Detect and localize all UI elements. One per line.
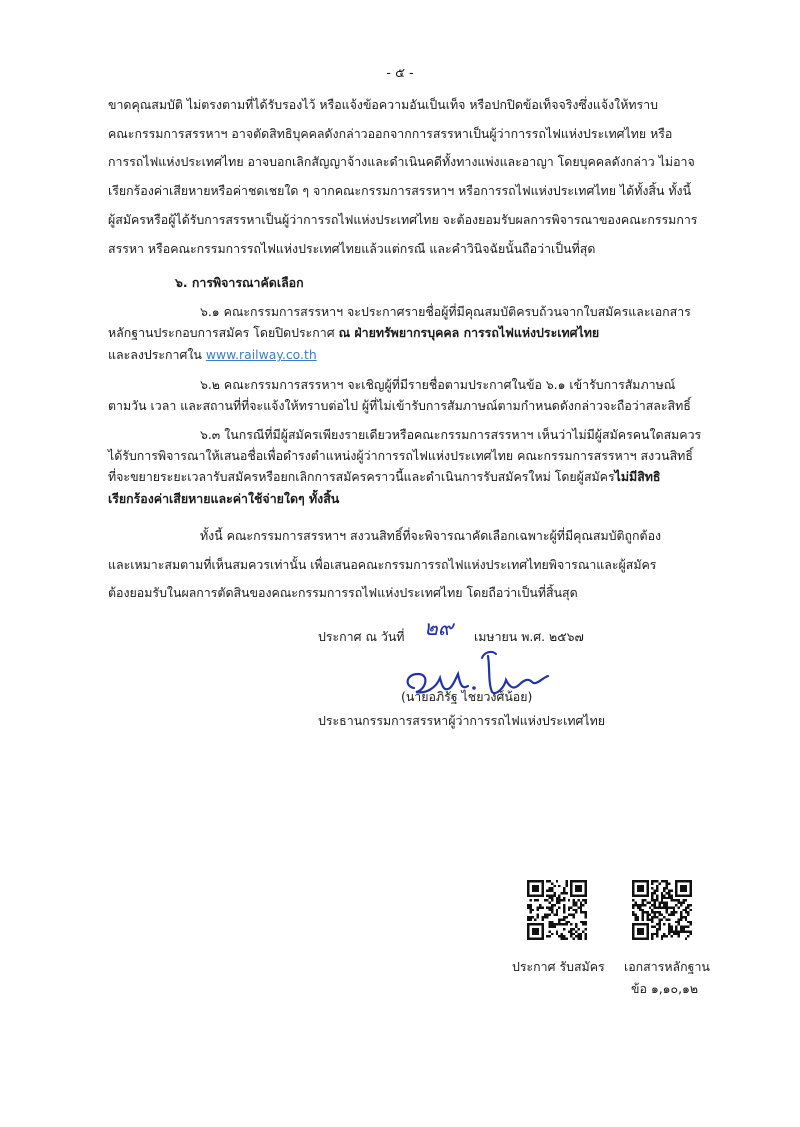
s61-text: และลงประกาศใน (108, 347, 206, 362)
s61-bold-text: ณ ฝ่ายทรัพยากรบุคคล การรถไฟแห่งประเทศไทย (338, 325, 600, 340)
qr-caption: เอกสารหลักฐาน (624, 959, 710, 974)
s63-line: ๖.๓ ในกรณีที่มีผู้สมัครเพียงรายเดียวหรือคณะกรรมการสรรหาฯ เห็นว่าไม่มีผู้สมัครคนใดสมควร (200, 427, 702, 442)
s61-text: หลักฐานประกอบการสมัคร โดยปิดประกาศ (108, 325, 339, 340)
s62-line: ตามวัน เวลา และสถานที่ที่จะแจ้งให้ทราบต่อไป ผู้ที่ไม่เข้ารับการสัมภาษณ์ตามกำหนดดังกล่าวจะถือว่าสละสิทธิ์ (108, 398, 691, 413)
s63-text: ที่จะขยายระยะเวลารับสมัครหรือยกเลิกการสมัครคราวนี้และดำเนินการรับสมัครใหม่ โดยผู้สมัคร (108, 469, 615, 484)
qr-code-announcement[interactable] (527, 880, 587, 940)
page-number: - ๕ - (386, 66, 414, 81)
final-para-line: และเหมาะสมตามที่เห็นสมควรเท่านั้น เพื่อเสนอคณะกรรมการรถไฟแห่งประเทศไทยพิจารณาและผู้สมัคร (108, 557, 657, 572)
s62-line: ๖.๒ คณะกรรมการสรรหาฯ จะเชิญผู้ที่มีรายชื่อตามประกาศในข้อ ๖.๑ เข้ารับการสัมภาษณ์ (200, 377, 676, 392)
s63-bold-text: ไม่มีสิทธิ (614, 469, 661, 484)
section-heading: ๖. การพิจารณาคัดเลือก (175, 275, 304, 290)
s61-line (108, 346, 317, 364)
announce-prefix: ประกาศ ณ วันที่ (318, 629, 405, 644)
para1-line: ขาดคุณสมบัติ ไม่ตรงตามที่ได้รับรองไว้ หรือแจ้งข้อความอันเป็นเท็จ หรือปกปิดข้อเท็จจริงซึ่งแจ้งให้ทราบ (108, 97, 659, 112)
para1-line: การรถไฟแห่งประเทศไทย อาจบอกเลิกสัญญาจ้างและดำเนินคดีทั้งทางแพ่งและอาญา โดยบุคคลดังกล่าว ไม่อาจ (108, 154, 695, 169)
s61-line (108, 324, 599, 342)
railway-website-link[interactable]: www.railway.co.th (205, 347, 317, 362)
handwritten-day: ๒๙ (424, 616, 454, 640)
qr-caption: ประกาศ รับสมัคร (512, 959, 605, 974)
para1-line: ผู้สมัครหรือผู้ได้รับการสรรหาเป็นผู้ว่าการรถไฟแห่งประเทศไทย จะต้องยอมรับผลการพิจารณาของคณะกรรมการ (108, 212, 698, 227)
para1-line: เรียกร้องค่าเสียหายหรือค่าชดเชยใด ๆ จากคณะกรรมการสรรหาฯ หรือการรถไฟแห่งประเทศไทย ได้ทั้งสิ้น ทั้งนี้ (108, 183, 692, 198)
para1-line: สรรหา หรือคณะกรรมการรถไฟแห่งประเทศไทยแล้วแต่กรณี และคำวินิจฉัยนั้นถือว่าเป็นที่สุด (108, 241, 596, 256)
final-para-line: ทั้งนี้ คณะกรรมการสรรหาฯ สงวนสิทธิ์ที่จะพิจารณาคัดเลือกเฉพาะผู้ที่มีคุณสมบัติถูกต้อง (200, 528, 662, 543)
s63-line (108, 468, 661, 486)
signer-name: (นายอภิรัฐ ไชยวงศ์น้อย) (401, 689, 533, 704)
para1-line: คณะกรรมการสรรหาฯ อาจตัดสิทธิบุคคลดังกล่าวออกจากการสรรหาเป็นผู้ว่าการรถไฟแห่งประเทศไทย หรือ (108, 126, 673, 141)
final-para-line: ต้องยอมรับในผลการตัดสินของคณะกรรมการรถไฟแห่งประเทศไทย โดยถือว่าเป็นที่สิ้นสุด (108, 585, 578, 600)
qr-caption: ข้อ ๑,๑๐,๑๒ (631, 981, 699, 996)
s63-line: เรียกร้องค่าเสียหายและค่าใช้จ่ายใดๆ ทั้งสิ้น (108, 491, 340, 506)
s61-line: ๖.๑ คณะกรรมการสรรหาฯ จะประกาศรายชื่อผู้ที่มีคุณสมบัติครบถ้วนจากใบสมัครและเอกสาร (200, 304, 691, 319)
announce-suffix: เมษายน พ.ศ. ๒๕๖๗ (474, 629, 584, 644)
qr-code-documents[interactable] (632, 880, 692, 940)
s63-line: ได้รับการพิจารณาให้เสนอชื่อเพื่อดำรงตำแหน่งผู้ว่าการรถไฟแห่งประเทศไทย คณะกรรมการสรรหาฯ สงวนสิทธิ์ (108, 448, 693, 463)
signer-title: ประธานกรรมการสรรหาผู้ว่าการรถไฟแห่งประเทศไทย (318, 713, 606, 728)
